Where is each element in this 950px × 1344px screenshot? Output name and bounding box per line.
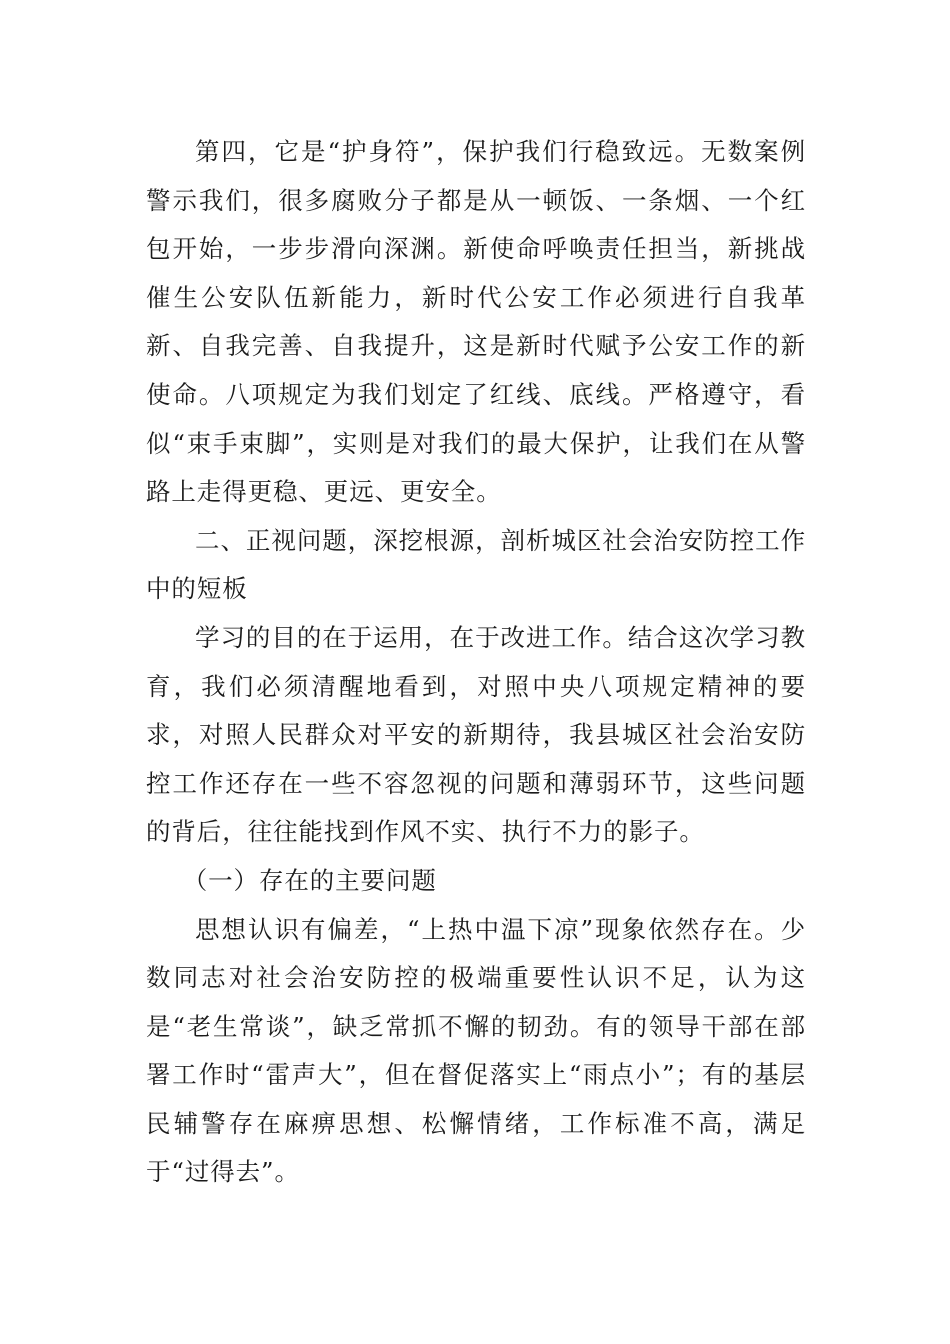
paragraph-learning-purpose: 学习的目的在于运用，在于改进工作。结合这次学习教育，我们必须清醒地看到，对照中央八项规定精神的要求，对照人民群众对平安的新期待，我县城区社会治安防控工作还存在一些不容忽视的问题和薄弱环节，这些问题的背后，往往能找到作风不实、执行不力的影子。 — [146, 622, 806, 847]
section-heading-two: 二、正视问题，深挖根源，剖析城区社会治安防控工作中的短板 — [146, 525, 806, 604]
subsection-heading-main-problems: （一）存在的主要问题 — [182, 865, 437, 895]
paragraph-fourth-point: 第四，它是“护身符”，保护我们行稳致远。无数案例警示我们，很多腐败分子都是从一顿饭、一条烟、一个红包开始，一步步滑向深渊。新使命呼唤责任担当，新挑战催生公安队伍新能力，新时代公安工作必须进行自我革新、自我完善、自我提升，这是新时代赋予公安工作的新使命。八项规定为我们划定了红线、底线。严格遵守，看似“束手束脚”，实则是对我们的最大保护，让我们在从警路上走得更稳、更远、更安全。 — [146, 137, 806, 507]
paragraph-ideological-deviation: 思想认识有偏差，“上热中温下凉”现象依然存在。少数同志对社会治安防控的极端重要性认识不足，认为这是“老生常谈”，缺乏常抓不懈的韧劲。有的领导干部在部署工作时“雷声大”，但在督促落实上“雨点小”；有的基层民辅警存在麻痹思想、松懈情绪，工作标准不高，满足于“过得去”。 — [146, 914, 806, 1187]
document-body — [146, 128, 806, 1197]
